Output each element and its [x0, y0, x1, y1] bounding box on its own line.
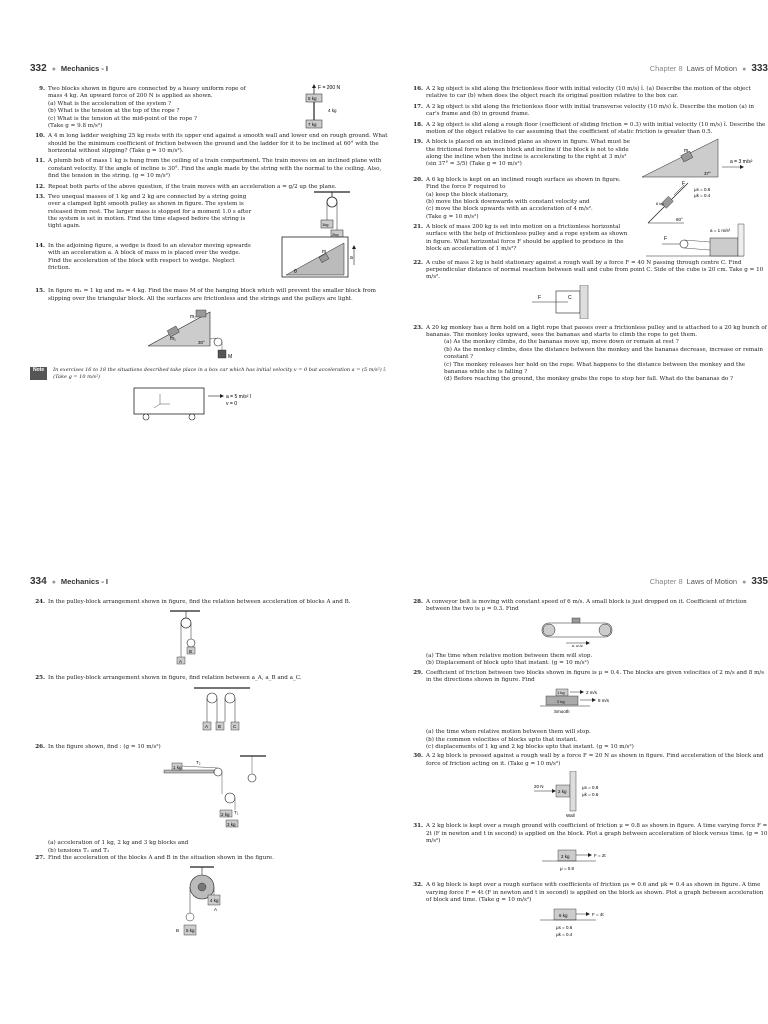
question-17: 17. A 2 kg object is slid along the frictionless floor with initial transverse velocity (10 m/s) k̂. Describe the motion (a) in car's frame and (b) in ground frame.	[413, 103, 755, 118]
page-number: 332	[30, 63, 47, 74]
svg-text:μk = 0.4: μk = 0.4	[556, 932, 573, 938]
question-25: 25. In the pulley-block arrangement shown in figure, find relation between a_A, a_B and a_C.	[35, 675, 302, 682]
svg-text:μk = 0.4: μk = 0.4	[694, 192, 711, 198]
page-number: 333	[751, 63, 768, 74]
question-31: 31. A 2 kg block is kept over a rough ground with coefficient of friction μ = 0.8 as shown in figure. A time varying force F = 2t (F in newton and t in second) is applied on the block. Plot a graph between acceleration of block versus time. (g = 10 m/s²)	[413, 823, 768, 844]
svg-text:5 kg: 5 kg	[186, 928, 195, 934]
question-26: 26. In the figure shown, find : (g = 10 m/s²)	[35, 743, 161, 750]
question-29-c: (c) displacements of 1 kg and 2 kg blocks upto that instant. (g = 10 m/s²)	[426, 744, 634, 750]
note-box-car: Note In exercises 16 to 18 the situations described take place in a box car which has initial velocity v = 0 but acceleration a = (5 m/s²) î. (Take g = 10 m/s²)	[30, 367, 390, 380]
figure-box-car	[130, 384, 390, 424]
question-20: 20. A 6 kg block is kept on an inclined rough surface as shown in figure. Find the force F required to (a) keep the block stationary, (b) move the block downwards with constant velocity and (c) move the block upwards with an acceleration of 4 m/s². (Take g = 10 m/s²)	[413, 176, 621, 220]
svg-text:7 kg: 7 kg	[308, 122, 317, 127]
svg-text:6 kg: 6 kg	[656, 200, 664, 206]
page-header	[30, 62, 390, 78]
question-12: 12. Repeat both parts of the above question, if the train moves with an acceleration a = g/2 up the plane.	[35, 183, 337, 190]
svg-text:μs = 0.8: μs = 0.8	[582, 785, 599, 791]
figure-q26	[160, 754, 390, 834]
svg-text:8 m/s: 8 m/s	[598, 698, 610, 704]
question-10: 10. A 4 m long ladder weighing 25 kg rests with its upper end against a smooth wall and lower end on rough ground. What should be the minimum coefficient of friction between the ground and the ladder for it to be inclined at 60° with the horizontal without slipping? (Take g = 10 m/s²).	[35, 133, 388, 154]
question-13: 13. Two unequal masses of 1 kg and 2 kg are connected by a string going over a clamped light smooth pulley as shown in figure. The system is released from rest. The larger mass is stopped for a moment 1.0 s after the system is set in motion. Find the time elapsed before the string is tight again.	[35, 193, 252, 230]
svg-text:a = 1 m/s²: a = 1 m/s²	[710, 228, 731, 233]
question-18: 18. A 2 kg object is slid along a rough floor (coefficient of sliding friction = 0.3) with initial velocity (10 m/s) î. Describe the motion of the object relative to car assuming that the coefficient of static friction is greater than 0.5.	[413, 121, 766, 135]
svg-text:A: A	[214, 907, 218, 913]
question-30: 30. A 2 kg block is pressed against a rough wall by a force F = 20 N as shown in figure. Find acceleration of the block and force of friction acting on it. (Take g = 10 m/s²)	[413, 753, 764, 767]
svg-text:μk = 0.6: μk = 0.6	[582, 792, 599, 798]
svg-text:37°: 37°	[704, 171, 711, 177]
figure-q29	[538, 687, 768, 723]
svg-text:m: m	[322, 248, 327, 255]
page-header: Chapter 8 Laws of Motion ● 335	[649, 576, 768, 587]
svg-text:5 kg: 5 kg	[308, 96, 317, 101]
svg-text:1 kg: 1 kg	[557, 690, 565, 696]
svg-text:30°: 30°	[198, 340, 205, 345]
svg-text:a = 5 m/s² î: a = 5 m/s² î	[226, 394, 252, 401]
figure-q22	[528, 285, 768, 319]
page-header: 334 ● Mechanics - I	[30, 576, 109, 587]
figure-q20	[644, 177, 724, 227]
page-number: 334	[30, 576, 47, 587]
question-26-a: (a) acceleration of 1 kg, 2 kg and 3 kg blocks and	[48, 840, 189, 847]
svg-text:F: F	[538, 294, 542, 301]
page-334	[30, 575, 390, 951]
svg-text:m: m	[684, 148, 689, 155]
figure-q31	[538, 848, 768, 876]
question-15: 15. In figure m₁ = 1 kg and m₂ = 4 kg. Find the mass M of the hanging block which will prevent the smaller block from slipping over the triangular block. All the surfaces are frictionless and the strings and the pulleys are light.	[35, 288, 376, 302]
svg-text:F: F	[682, 180, 686, 187]
svg-text:μs = 0.6: μs = 0.6	[694, 186, 711, 192]
svg-text:a: a	[350, 254, 353, 261]
svg-text:2 kg: 2 kg	[557, 699, 565, 705]
svg-text:60°: 60°	[676, 216, 683, 222]
svg-text:B: B	[189, 649, 193, 655]
svg-text:v = 0: v = 0	[226, 401, 237, 408]
question-28-a: (a) The time when relative motion between them will stop.	[426, 652, 593, 659]
page-335	[408, 575, 768, 947]
svg-text:μs = 0.6: μs = 0.6	[556, 925, 573, 931]
svg-text:M: M	[228, 354, 233, 360]
bullet: ●	[51, 66, 56, 73]
book-title: Mechanics - I	[60, 64, 109, 73]
svg-text:C: C	[568, 294, 572, 301]
figure-q15	[140, 306, 390, 361]
svg-text:Smooth: Smooth	[554, 709, 570, 715]
svg-text:T₂: T₂	[196, 760, 201, 766]
svg-text:B: B	[218, 723, 222, 729]
question-11: 11. A plumb bob of mass 1 kg is hung from the ceiling of a train compartment. The train moves on an inclined plane with constant velocity. If the angle of incline is 30°. Find the angle made by the string with the normal to the ceiling. Also, find the tension in the string. (g = 10 m/s²)	[35, 158, 382, 180]
question-29: 29. Coefficient of friction between two blocks shown in figure is μ = 0.4. The blocks are given velocities of 2 m/s and 8 m/s in the directions shown in figure. Find	[413, 669, 765, 683]
svg-text:2 kg: 2 kg	[221, 812, 230, 818]
question-29-b: (b) the common velocities of blocks upto that instant.	[426, 736, 578, 743]
svg-text:6 m/s: 6 m/s	[572, 643, 584, 647]
svg-text:A: A	[179, 659, 183, 665]
question-16: 16. A 2 kg object is slid along the frictionless floor with initial velocity (10 m/s) î. (a) Describe the motion of the object relative to car (b) when does the object reach its original position relative to the box car.	[413, 86, 751, 100]
svg-text:1 kg: 1 kg	[173, 765, 182, 771]
question-9: 9. Two blocks shown in figure are connected by a heavy uniform rope of mass 4 kg. An upward force of 200 N is applied as shown. (a) What is the acceleration of the system ? (b) What is the tension at the top of the rope ? (c) What is the tension at the mid-point of the rope ? (Take g = 9.8 m/s²)	[39, 86, 246, 129]
figure-q9	[298, 84, 358, 134]
question-22: 22. A cube of mass 2 kg is held stationary against a rough wall by a force F = 40 N passing through centre C. Find perpendicular distance of normal reaction between wall and cube from point C. Side of the cube is 20 cm. Take g = 10 m/s².	[413, 259, 764, 281]
svg-text:a = 3 m/s²: a = 3 m/s²	[730, 159, 753, 166]
page-333	[408, 62, 768, 387]
page-332	[30, 62, 390, 430]
svg-text:m₂: m₂	[190, 314, 197, 320]
question-32: 32. A 6 kg block is kept over a rough surface with coefficients of friction μs = 0.6 and μk = 0.4 as shown in figure. A time varying force F = 4t (F in newton and t in second) is applied on the block as shown. Plot a graph between acceleration of block and time. (Take g = 10 m/s²)	[413, 882, 764, 903]
svg-text:4 kg: 4 kg	[328, 108, 337, 113]
figure-q30	[528, 771, 768, 817]
svg-text:2 kg: 2 kg	[558, 789, 567, 795]
page-header: Chapter 8 Laws of Motion ● 333	[649, 63, 768, 74]
svg-text:6 kg: 6 kg	[559, 913, 568, 919]
svg-text:F = 200 N: F = 200 N	[318, 85, 341, 91]
svg-text:θ: θ	[294, 268, 297, 275]
page-number: 335	[751, 576, 768, 587]
question-19: 19. A block is placed on an inclined plane as shown in figure. What must be the frictional force between block and incline if the block is not to slide along the incline when the incline is accelerating to the right at 3 m/s² (sin 37° = 3/5) (Take g = 10 m/s²)	[413, 139, 631, 168]
svg-text:C: C	[233, 723, 237, 729]
svg-text:F = 2t: F = 2t	[594, 853, 606, 859]
svg-text:2 m/s: 2 m/s	[586, 690, 598, 696]
figure-q14	[280, 235, 360, 280]
figure-q21	[644, 222, 754, 262]
svg-text:1kg: 1kg	[322, 221, 329, 227]
svg-text:4 kg: 4 kg	[210, 898, 219, 904]
svg-text:A: A	[205, 723, 209, 729]
figure-q32	[538, 907, 768, 941]
svg-text:2 kg: 2 kg	[561, 854, 570, 860]
svg-text:B: B	[176, 928, 180, 934]
figure-q25	[190, 686, 390, 738]
svg-text:F: F	[664, 236, 668, 242]
question-23: 23. A 20 kg monkey has a firm hold on a light rope that passes over a frictionless pulley and is attached to a 20 kg bunch of bananas. The monkey looks upward, sees the bananas and starts to climb the rope to get them. (a) As the monkey climbs, do the bananas move up, move down or remain at rest ? (b) As the monkey climbs, does the distance between the monkey and the bananas decrease, increase or remain constant ? (c) The monkey releases her hold on the rope. What happens to the distance between the monkey and the bananas while she is falling ? (d) Before reaching the ground, the monkey grabs the rope to stop her fall. What do the bananas do ?	[413, 324, 767, 383]
question-27: 27. Find the acceleration of the blocks A and B in the situation shown in the figure.	[35, 854, 274, 861]
svg-text:μ = 0.8: μ = 0.8	[560, 866, 574, 872]
question-21: 21. A block of mass 200 kg is set into motion on a frictionless horizontal surface with the help of frictionless pulley and a rope system as shown in figure. What horizontal force F should be applied to produce in the block an acceleration of 1 m/s²?	[413, 224, 628, 253]
svg-text:m₁: m₁	[170, 336, 176, 342]
svg-text:Wall: Wall	[566, 813, 575, 818]
svg-text:T₁: T₁	[234, 810, 239, 816]
svg-text:3 kg: 3 kg	[227, 822, 236, 828]
figure-q27	[170, 865, 390, 945]
question-28-b: (b) Displacement of block upto that instant. (g = 10 m/s²)	[426, 660, 589, 667]
question-28: 28. A conveyor belt is moving with constant speed of 6 m/s. A small block is just dropped on it. Coefficient of friction between the two is μ = 0.3. Find	[413, 599, 747, 613]
svg-text:F = 4t: F = 4t	[592, 912, 604, 918]
question-14: 14. In the adjoining figure, a wedge is fixed to an elevator moving upwards with an acceleration a. A block of mass m is placed over the wedge. Find the acceleration of the block with respect to wedge. Neglect friction.	[35, 242, 251, 271]
figure-q28	[538, 617, 768, 647]
question-24: 24. In the pulley-block arrangement shown in figure, find the relation between acceleration of blocks A and B.	[35, 599, 351, 605]
figure-q24	[160, 609, 390, 669]
svg-text:2kg: 2kg	[332, 231, 339, 237]
question-29-a: (a) the time when relative motion between them will stop.	[426, 729, 591, 736]
question-26-b: (b) tensions T₁ and T₂	[48, 847, 110, 854]
svg-text:20 N: 20 N	[534, 784, 544, 790]
